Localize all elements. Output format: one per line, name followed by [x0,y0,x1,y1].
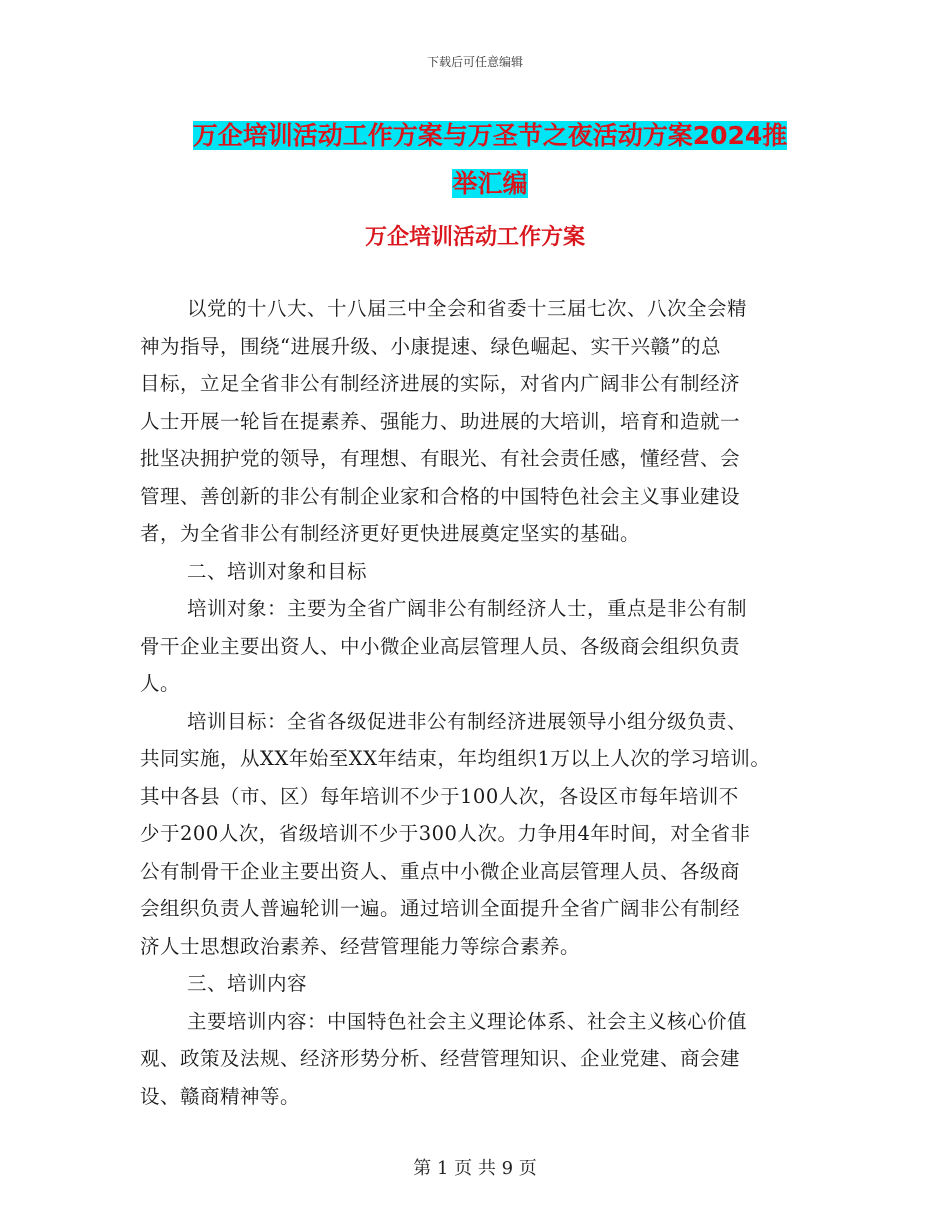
paragraph-line: 主要培训内容：中国特色社会主义理论体系、社会主义核心价值 [187,1009,748,1033]
paragraph-line: 以党的十八大、十八届三中全会和省委十三届七次、八次全会精 [187,297,748,320]
paragraph-line: 济人士思想政治素养、经营管理能力等综合素养。 [140,934,581,958]
paragraph-line: 会组织负责人普遍轮训一遍。通过培训全面提升全省广阔非公有制经 [140,897,741,920]
subheading-content: 三、培训内容 [187,972,308,995]
paragraph-line: 设、赣商精神等。 [140,1084,301,1108]
paragraph-line: 人。 [140,672,181,695]
header-note: 下载后可任意编辑 [426,55,523,69]
paragraph-line: 公有制骨干企业主要出资人、重点中小微企业高层管理人员、各级商 [140,859,741,883]
paragraph-line: 管理、善创新的非公有制企业家和合格的中国特色社会主义事业建设 [140,484,741,508]
document-title-line-1: 万企培训活动工作方案与万圣节之夜活动方案2024推 [192,121,788,150]
paragraph-line: 人士开展一轮旨在提素养、强能力、助进展的大培训，培育和造就一 [140,409,741,433]
paragraph-line: 少于200人次，省级培训不少于300人次。力争用4年时间，对全省非 [140,822,751,845]
document-title [140,112,840,208]
page-footer: 第 1 页 共 9 页 [413,1158,537,1179]
subheading-objectives: 二、培训对象和目标 [187,559,368,583]
paragraph-line: 其中各县（市、区）每年培训不少于100人次，各设区市每年培训不 [140,784,739,808]
body-text [140,290,820,1115]
paragraph-line: 神为指导，围绕“进展升级、小康提速、绿色崛起、实干兴赣”的总 [140,334,721,358]
paragraph-line: 批坚决拥护党的领导，有理想、有眼光、有社会责任感，懂经营、会 [140,447,741,470]
paragraph-line: 共同实施，从XX年始至XX年结束，年均组织1万以上人次的学习培训。 [140,747,771,770]
paragraph-line: 骨干企业主要出资人、中小微企业高层管理人员、各级商会组织负责 [140,634,741,658]
paragraph-line: 培训目标：全省各级促进非公有制经济进展领导小组分级负责、 [187,709,748,733]
paragraph-line: 目标，立足全省非公有制经济进展的实际，对省内广阔非公有制经济 [140,372,741,395]
paragraph-line: 培训对象：主要为全省广阔非公有制经济人士，重点是非公有制 [187,597,748,620]
document-title-line-2: 举汇编 [452,169,528,198]
section-title: 万企培训活动工作方案 [364,225,585,250]
paragraph-line: 者，为全省非公有制经济更好更快进展奠定坚实的基础。 [140,522,641,545]
paragraph-line: 观、政策及法规、经济形势分析、经营管理知识、企业党建、商会建 [140,1047,741,1070]
